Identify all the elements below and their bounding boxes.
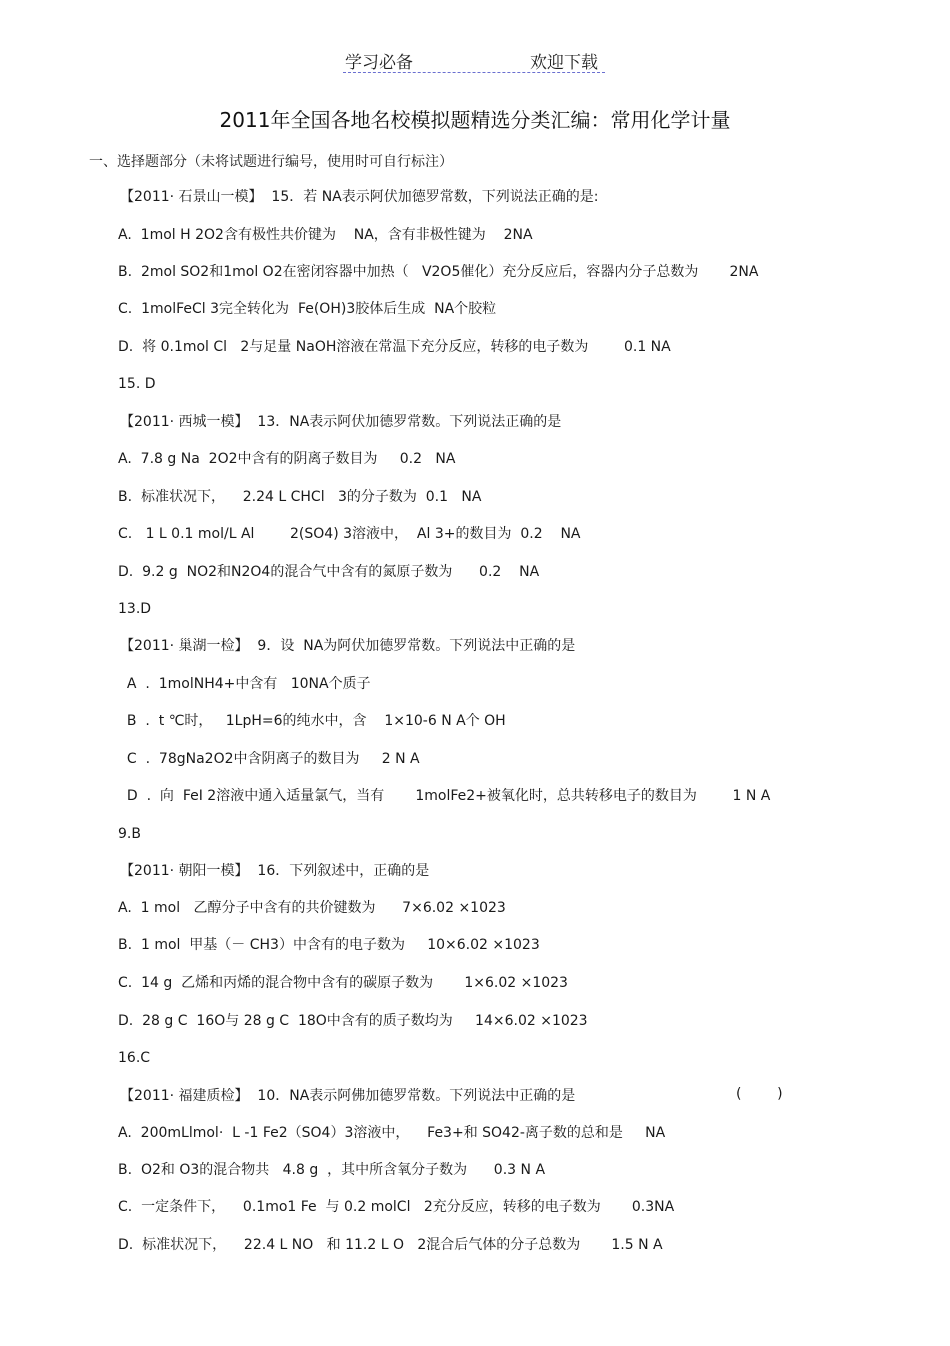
option-a: A . 1molNH4+中含有 10NA个质子 [118, 676, 371, 692]
option-c: C. 14 g 乙烯和丙烯的混合物中含有的碳原子数为 1×6.02 ×1023 [118, 975, 568, 991]
document-title: 2011年全国各地名校模拟题精选分类汇编：常用化学计量 [219, 108, 731, 132]
option-c: C. 一定条件下， 0.1mo1 Fe 与 0.2 molCl 2充分反应，转移的电子数为 0.3NA [118, 1199, 675, 1215]
option-c: C . 78gNa2O2中含阴离子的数目为 2 N A [118, 751, 420, 767]
option-b: B. 1 mol 甲基（－ CH3）中含有的电子数为 10×6.02 ×1023 [118, 937, 540, 953]
option-b: B. 2mol SO2和1mol O2在密闭容器中加热（ V2O5催化）充分反应后，容器内分子总数为 2NA [118, 264, 759, 280]
option-a: A. 7.8 g Na 2O2中含有的阴离子数目为 0.2 NA [118, 451, 456, 467]
option-d: D. 28 g C 16O与 28 g C 18O中含有的质子数均为 14×6.02 ×1023 [118, 1013, 588, 1029]
question-header-13: 【2011· 西城一模】 13．NA表示阿伏加德罗常数。下列说法正确的是 [120, 414, 562, 430]
section-heading: 一、选择题部分（未将试题进行编号，使用时可自行标注） [89, 154, 453, 170]
page-header [343, 48, 605, 73]
answer-bracket: ( ) [736, 1086, 783, 1102]
answer-line: 9.B [118, 826, 141, 842]
header-right-text: 欢迎下载 [530, 53, 598, 73]
answer-line: 15. D [118, 376, 156, 392]
option-a: A. 200mLlmol· L -1 Fe2（SO4）3溶液中， Fe3+和 SO42-离子数的总和是 NA [118, 1125, 666, 1141]
option-b: B. 标准状况下， 2.24 L CHCl 3的分子数为 0.1 NA [118, 489, 482, 505]
option-b: B . t ℃时， 1LpH=6的纯水中，含 1×10-6 N A个 OH [118, 713, 506, 729]
question-header-9: 【2011· 巢湖一检】 9．设 NA为阿伏加德罗常数。下列说法中正确的是 [120, 638, 576, 654]
question-header-16: 【2011· 朝阳一模】 16．下列叙述中，正确的是 [120, 863, 430, 879]
option-d: D . 向 FeI 2溶液中通入适量氯气，当有 1molFe2+被氧化时，总共转移电子的数目为 1 N A [118, 788, 771, 804]
option-a: A. 1 mol 乙醇分子中含有的共价键数为 7×6.02 ×1023 [118, 900, 506, 916]
option-c: C. 1 L 0.1 mol/L Al 2(SO4) 3溶液中， Al 3+的数目为 0.2 NA [118, 526, 581, 542]
option-b: B. O2和 O3的混合物共 4.8 g ，其中所含氧分子数为 0.3 N A [118, 1162, 546, 1178]
option-c: C. 1molFeCl 3完全转化为 Fe(OH)3胶体后生成 NA个胶粒 [118, 301, 497, 317]
answer-line: 16.C [118, 1050, 151, 1066]
option-d: D. 标准状况下， 22.4 L NO 和 11.2 L O 2混合后气体的分子总数为 1.5 N A [118, 1237, 663, 1253]
header-left-text: 学习必备 [345, 53, 413, 73]
answer-line: 13.D [118, 601, 152, 617]
option-d: D. 将 0.1mol Cl 2与足量 NaOH溶液在常温下充分反应，转移的电子数为 0.1 NA [118, 339, 671, 355]
option-d: D. 9.2 g NO2和N2O4的混合气中含有的氮原子数为 0.2 NA [118, 564, 540, 580]
option-a: A. 1mol H 2O2含有极性共价键为 NA，含有非极性键为 2NA [118, 227, 533, 243]
question-header-15: 【2011· 石景山一模】 15．若 NA表示阿伏加德罗常数，下列说法正确的是: [120, 189, 599, 205]
question-header-10: 【2011· 福建质检】 10．NA表示阿佛加德罗常数。下列说法中正确的是 [120, 1088, 576, 1104]
